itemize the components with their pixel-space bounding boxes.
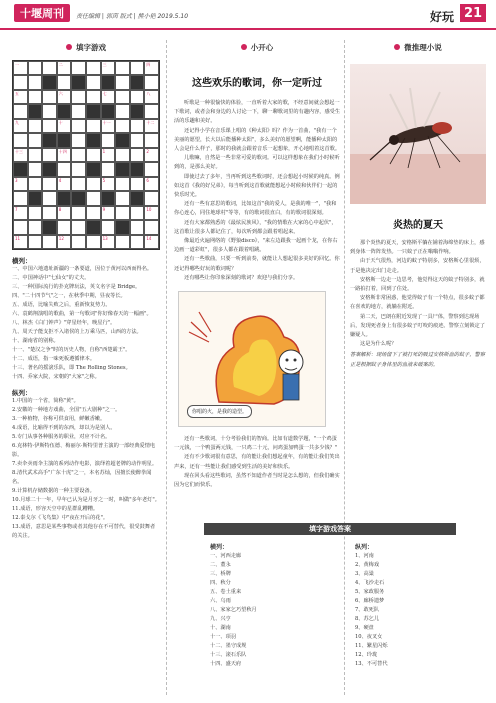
- down-clue: 11.成语，形容天空中的星群乱糟糟。: [12, 506, 99, 512]
- circle-dot-icon: [394, 44, 400, 50]
- answer-item: 二、董永: [210, 562, 231, 568]
- article-paragraph: 现在回头看这些歌词，虽然不知道作者当时是怎么想的，但我们确实因为它们而快乐。: [174, 472, 340, 489]
- grid-cell[interactable]: [28, 162, 43, 176]
- grid-block: [57, 104, 72, 118]
- grid-cell[interactable]: 10: [144, 206, 159, 220]
- grid-cell[interactable]: 一: [13, 61, 28, 75]
- story-heading: 微推理小说: [350, 40, 486, 54]
- grid-cell[interactable]: [28, 206, 43, 220]
- story-title: 炎热的夏天: [393, 220, 443, 231]
- grid-block: [71, 75, 86, 89]
- grid-block: [71, 191, 86, 205]
- humor-heading: 小开心: [174, 40, 340, 54]
- grid-cell[interactable]: [71, 206, 86, 220]
- answer-item: 5、家政服务: [355, 589, 385, 595]
- grid-block: [28, 104, 43, 118]
- grid-block: [57, 133, 72, 147]
- grid-cell[interactable]: 十三: [13, 148, 28, 162]
- answer-item: 10、夜叉女: [355, 634, 383, 640]
- grid-cell[interactable]: [42, 206, 57, 220]
- grid-cell[interactable]: 6: [144, 177, 159, 191]
- grid-cell[interactable]: [13, 75, 28, 89]
- grid-block: [130, 75, 145, 89]
- grid-cell[interactable]: 六: [57, 90, 72, 104]
- grid-cell[interactable]: [115, 177, 130, 191]
- grid-cell[interactable]: 7: [13, 206, 28, 220]
- story-column: [350, 40, 486, 370]
- grid-cell[interactable]: [71, 148, 86, 162]
- grid-cell[interactable]: [57, 220, 72, 234]
- crossword-grid[interactable]: [12, 60, 160, 250]
- down-clue: 6.克林特·伊斯特伍德、梅丽尔·斯特里普主演的一部经典爱情电影。: [12, 443, 156, 458]
- grid-cell[interactable]: [130, 206, 145, 220]
- answer-item: 1、河南: [355, 553, 374, 559]
- across-clue: 六、袁鹤翔演唱的歌曲，第一句歌词"你好像春天的一幅画"。: [12, 311, 152, 317]
- grid-cell[interactable]: [115, 119, 130, 133]
- circle-dot-icon: [66, 44, 72, 50]
- grid-block: [42, 220, 57, 234]
- article-paragraph: 听歌是一种很愉快的体验，一直听着大家的歌，不经意间就会想起一下歌词，或者会和身边的人讨论一下，聊一聊歌词里的有趣内容，感受生活的乐趣和美好。: [174, 100, 341, 125]
- grid-cell[interactable]: [130, 90, 145, 104]
- grid-cell[interactable]: [115, 148, 130, 162]
- grid-cell[interactable]: [28, 90, 43, 104]
- grid-cell[interactable]: [42, 90, 57, 104]
- down-title: 纵列：: [12, 389, 32, 397]
- answer-item: 一、河西走廊: [210, 553, 242, 559]
- story-answer: 答案解析：现场留下了被打死的吸过安格斯血的蚊子，警察正是根据蚊子身体里的血液来破案的。: [350, 352, 485, 368]
- grid-cell[interactable]: 4: [57, 177, 72, 191]
- grid-block: [115, 220, 130, 234]
- article-paragraph: 还有一些有意思的歌词，比如这首"我的爱人，是我的唯一"，"我和你心连心，同住地球村"等等，有的歌词很直白，有的歌词很深刻。: [174, 201, 337, 217]
- grid-block: [130, 191, 145, 205]
- masthead: 十堰周刊: [14, 4, 70, 22]
- down-clue: 3.一种植物，谷称可供食用，鲜嫩香嫩。: [12, 416, 106, 422]
- grid-block: [115, 133, 130, 147]
- answer-item: 8、苏乞儿: [355, 616, 380, 622]
- grid-cell[interactable]: [71, 177, 86, 191]
- answer-item: 十三、滚石乐队: [210, 652, 247, 658]
- answer-item: 六、乌雨: [210, 598, 231, 604]
- grid-cell[interactable]: 11: [13, 235, 28, 249]
- across-clue: 五、成语，比喻失败之后，重新恢复势力。: [12, 302, 111, 308]
- across-clue: 九、周天子能支拒不入诸侯的上万乘马匹，山西的方法。: [12, 329, 142, 335]
- answer-item: 十四、盛天府: [210, 661, 242, 667]
- story-paragraph: 安格斯非常困惑，他觉得蚊子有一个特点，很多蚊子都在喜欢的地方，就躺在附近。: [350, 295, 485, 311]
- answer-item: 7、敢死队: [355, 607, 380, 613]
- grid-cell[interactable]: 5: [101, 177, 116, 191]
- grid-cell[interactable]: [115, 235, 130, 249]
- across-title: 横列：: [12, 257, 32, 265]
- answer-item: 4、飞沙走石: [355, 580, 385, 586]
- across-clue: 二、中国神话中"七仙女"的丈夫。: [12, 275, 90, 281]
- grid-cell[interactable]: [115, 191, 130, 205]
- comic-caption: 你唱的火，是我的造型。: [187, 405, 252, 418]
- story-paragraph: 安格斯一边走一边思考，他觉得这天的蚊子特别多，就一路拍打着，回到了住处。: [350, 276, 485, 293]
- answer-item: 2、黄梅戏: [355, 562, 380, 568]
- down-clue: 9.计算机存储数据的一种主要设备。: [12, 488, 95, 494]
- mosquito-icon: [350, 64, 486, 204]
- article-paragraph: 还记得小学在音乐课上唱的《种太阳》吗？作为一首曲，"我有一个美丽的愿望，长大以后能播种太阳"，多么美好的愿望啊，能播种太阳的人会是什么样子，那时的我就会跟着音乐一起想象，开心地唱着这首歌。: [174, 127, 341, 153]
- comic-illustration: [178, 291, 326, 427]
- grid-cell[interactable]: [130, 220, 145, 234]
- across-clue: 三、一种国际流行的扑克牌玩法，英文名字是 Bridge。: [12, 284, 141, 290]
- down-clue: 5.专门从事各种服务的职业，对应不计名。: [12, 434, 111, 440]
- mosquito-photo: [350, 64, 486, 204]
- grid-cell[interactable]: [144, 162, 159, 176]
- grid-cell[interactable]: [101, 162, 116, 176]
- grid-cell[interactable]: 七: [101, 90, 116, 104]
- across-clue: 十三、著名的摇滚乐队，即 The Rolling Stones。: [12, 365, 131, 371]
- crossword-column: [12, 40, 160, 541]
- grid-cell[interactable]: [42, 61, 57, 75]
- grid-cell[interactable]: [130, 119, 145, 133]
- grid-block: [86, 104, 101, 118]
- grid-cell[interactable]: [144, 191, 159, 205]
- grid-cell[interactable]: [28, 235, 43, 249]
- grid-block: [130, 162, 145, 176]
- grid-block: [42, 133, 57, 147]
- answer-item: 八、家家乞巧望秋月: [210, 607, 257, 613]
- grid-cell[interactable]: 八: [144, 90, 159, 104]
- down-clue: 1.中国的一个省，简称"黄"。: [12, 398, 79, 404]
- grid-cell[interactable]: [57, 75, 72, 89]
- grid-cell[interactable]: [130, 235, 145, 249]
- grid-cell[interactable]: [71, 90, 86, 104]
- grid-cell[interactable]: [28, 75, 43, 89]
- grid-cell[interactable]: [115, 104, 130, 118]
- crossword-heading: 填字游戏: [12, 40, 160, 54]
- across-clue: 十二、成语，指一味死板遵循律本。: [12, 356, 96, 362]
- grid-cell[interactable]: [13, 191, 28, 205]
- grid-cell[interactable]: 9: [101, 206, 116, 220]
- grid-cell[interactable]: [130, 61, 145, 75]
- grid-cell[interactable]: 九: [13, 119, 28, 133]
- page-header: [0, 0, 496, 30]
- grid-cell[interactable]: [144, 133, 159, 147]
- grid-cell[interactable]: [71, 235, 86, 249]
- grid-cell[interactable]: 五: [13, 90, 28, 104]
- grid-cell[interactable]: [115, 75, 130, 89]
- grid-cell[interactable]: [144, 220, 159, 234]
- grid-cell[interactable]: [101, 220, 116, 234]
- answer-item: 13、不可替代: [355, 661, 388, 667]
- grid-cell[interactable]: 二: [57, 61, 72, 75]
- grid-block: [115, 162, 130, 176]
- grid-cell[interactable]: [86, 61, 101, 75]
- grid-cell[interactable]: [144, 104, 159, 118]
- answer-item: 五、卷土重来: [210, 589, 242, 595]
- grid-cell[interactable]: [28, 133, 43, 147]
- page-number: 21: [460, 4, 486, 22]
- across-clue: 十一、"楚汉之争"时的历史人物，自称"西楚霸王"。: [12, 347, 131, 353]
- story-body: [350, 239, 486, 349]
- grid-cell[interactable]: 2: [144, 148, 159, 162]
- grid-cell[interactable]: 十一: [101, 119, 116, 133]
- grid-cell[interactable]: [115, 206, 130, 220]
- grid-cell[interactable]: [71, 133, 86, 147]
- grid-cell[interactable]: [86, 206, 101, 220]
- grid-block: [130, 104, 145, 118]
- answer-item: 12、玲珑: [355, 652, 378, 658]
- grid-block: [86, 162, 101, 176]
- grid-cell[interactable]: 十二: [144, 119, 159, 133]
- grid-cell[interactable]: [71, 61, 86, 75]
- answer-item: 十一、项羽: [210, 634, 236, 640]
- grid-cell[interactable]: [115, 90, 130, 104]
- grid-cell[interactable]: 四: [144, 61, 159, 75]
- story-paragraph: 那个炎热的夏天，安格斯平躺在铺着海绵垫的床上，感到身体一阵阵发热。一只蚊子正在嗡嗡作响。: [350, 240, 485, 256]
- article-paragraph: 还有一些歌词，十分考验我们的智商。比如有道数学题，"一个鸡蛋一元钱，一个鸭蛋两元钱，一只鸡二十元，问鸡蛋加鸭蛋一共多少钱？": [174, 436, 338, 452]
- grid-cell[interactable]: 3: [13, 177, 28, 191]
- article-paragraph: 还有哪些让你印象深刻的歌词？欢迎与我们分享。: [184, 274, 299, 281]
- grid-block: [28, 191, 43, 205]
- article-body-continued: [174, 435, 340, 490]
- down-clue: 8.清代武术高手"广东十虎"之一，本名苏灿，因擅长使醉拳闻名。: [12, 470, 152, 485]
- story-paragraph: 由于天气很热，河边的蚊子特别多，安格斯心里很烦，于是他决定出门走走。: [350, 258, 485, 274]
- grid-cell[interactable]: [42, 104, 57, 118]
- across-clue: 十、湖南省的别称。: [12, 338, 59, 344]
- answer-item: 6、廊桥遗梦: [355, 598, 385, 604]
- article-paragraph: 还有不少歌词很有意思，有的能让我们想起童年，有的能让我们笑出声来，还有一些能让我们感受到生活的美好和快乐。: [174, 454, 340, 470]
- across-clue: 十四、乔家大院，宋朝的"大家"之称。: [12, 374, 100, 380]
- answer-item: 十二、墨守成规: [210, 643, 247, 649]
- grid-block: [42, 162, 57, 176]
- down-clues: [12, 397, 160, 541]
- grid-cell[interactable]: [130, 177, 145, 191]
- circle-dot-icon: [241, 44, 247, 50]
- grid-cell[interactable]: [71, 104, 86, 118]
- grid-block: [86, 133, 101, 147]
- article-paragraph: 还有一些歌曲，只要一听到前奏，就能让人想起很多美好的回忆。你还记得哪些好玩的歌词呢？: [174, 256, 340, 272]
- article-body: [174, 99, 340, 283]
- article-title: 这些欢乐的歌词，你一定听过: [192, 78, 322, 89]
- grid-cell[interactable]: [101, 133, 116, 147]
- section-title: 好玩: [429, 10, 454, 24]
- grid-cell[interactable]: 十: [57, 119, 72, 133]
- grid-cell[interactable]: 13: [101, 235, 116, 249]
- across-clue: 八、林杰《白门钟声》"穿星经年，晚星行"。: [12, 320, 116, 326]
- grid-block: [42, 75, 57, 89]
- answer-item: 九、兴亨: [210, 616, 231, 622]
- grid-block: [101, 75, 116, 89]
- grid-cell[interactable]: [28, 177, 43, 191]
- answer-item: 11、繁星闪烁: [355, 643, 388, 649]
- grid-cell[interactable]: [130, 133, 145, 147]
- grid-cell[interactable]: [71, 220, 86, 234]
- grid-cell[interactable]: [28, 119, 43, 133]
- grid-cell[interactable]: [86, 177, 101, 191]
- grid-cell[interactable]: 1: [101, 148, 116, 162]
- grid-cell[interactable]: [28, 61, 43, 75]
- grid-cell[interactable]: 12: [57, 235, 72, 249]
- article-paragraph: 像最近火遍网络的《野狼disco》，"来左边跟我一起画个龙，在你右边画一道彩虹"，很多人都在跟着唱跳。: [174, 238, 338, 254]
- story-paragraph: 第二天，巴朗在附近发现了一具尸体，警察到达现场后，发现死者身上有很多蚊子叮咬的痕迹。警察立刻锁定了嫌疑人。: [350, 313, 485, 339]
- grid-cell[interactable]: [144, 75, 159, 89]
- grid-cell[interactable]: [57, 162, 72, 176]
- grid-cell[interactable]: 三: [101, 61, 116, 75]
- down-clue: 7.卖伞卖雨伞主演的系列动作电影，演绎着超老牌的动作明星。: [12, 461, 158, 467]
- grid-cell[interactable]: [86, 75, 101, 89]
- answers-banner: 填字游戏答案: [174, 523, 486, 535]
- editor-meta: 责任编辑 | 郭茵 版式 | 熊小艳 2019.5.10: [76, 13, 189, 20]
- humor-column: [174, 40, 340, 490]
- grid-cell[interactable]: [42, 177, 57, 191]
- article-paragraph: 即使过去了多年，当再听到这些歌词时，还会想起小时候的纯真。例如这首《我的好兄弟》，每当听到这首歌就能想起小时候和伙伴们一起的快乐时光。: [174, 173, 340, 199]
- down-clue: 12.泰戈尔《飞鸟集》中"夜在开后的花"。: [12, 515, 109, 521]
- answer-item: 3、高粱: [355, 571, 374, 577]
- grid-cell[interactable]: [42, 191, 57, 205]
- grid-block: [101, 104, 116, 118]
- article-paragraph: 还有大家都熟悉的《最炫民族风》，"我的情歌在大家的心中起伏"，这首歌让很多人都记住了，每次听到都会跟着唱起来。: [174, 219, 337, 235]
- grid-cell[interactable]: 十四: [57, 148, 72, 162]
- grid-cell[interactable]: [130, 148, 145, 162]
- column-divider: [166, 40, 167, 695]
- answers-down: 纵列： 1、河南 2、黄梅戏 3、高粱 4、飞沙走石 5、家政服务 6、廊桥遗梦 7、敢死队 8、苏乞儿 9、硬盘 10、夜叉女 11、繁星闪烁 12、玲珑 13、不可替代: [355, 543, 475, 669]
- grid-cell[interactable]: 8: [57, 206, 72, 220]
- grid-cell[interactable]: [86, 191, 101, 205]
- grid-block: [101, 191, 116, 205]
- grid-cell[interactable]: [86, 235, 101, 249]
- down-clue: 2.安徽的一种地方戏曲，全国"五大剧种"之一。: [12, 407, 121, 413]
- grid-cell[interactable]: [13, 104, 28, 118]
- grid-cell[interactable]: [13, 133, 28, 147]
- grid-cell[interactable]: [71, 162, 86, 176]
- grid-cell[interactable]: [42, 148, 57, 162]
- answer-item: 三、桥牌: [210, 571, 231, 577]
- grid-cell[interactable]: 14: [144, 235, 159, 249]
- story-paragraph: 这是为什么呢？: [360, 341, 397, 348]
- grid-cell[interactable]: [42, 119, 57, 133]
- grid-cell[interactable]: [115, 61, 130, 75]
- across-clues: [12, 265, 160, 382]
- grid-cell[interactable]: [28, 148, 43, 162]
- answer-item: 十、湖南: [210, 625, 231, 631]
- grid-cell[interactable]: [86, 148, 101, 162]
- down-clue: 10.月球二十一年，早年已认为是月牙之一时，叫做"多年老灯"。: [12, 497, 160, 503]
- article-paragraph: 儿歌嘛，自然是一些非常可爱的歌词。可以这样想象在我们小时候听到的，是那么美好。: [174, 155, 340, 171]
- answers-across: 横列： 一、河西走廊 二、董永 三、桥牌 四、秋分 五、卷土重来 六、乌雨 八、家家乞巧望秋月 九、兴亨 十、湖南 十一、项羽 十二、墨守成规 十三、滚石乐队 十四、盛天府: [210, 543, 330, 669]
- across-clue: 一、中国六地遗址新疆的一条要道，因位于黄河以西而得名。: [12, 266, 153, 272]
- grid-cell[interactable]: [86, 90, 101, 104]
- grid-block: [86, 220, 101, 234]
- down-clue: 13.成语，意思是某些事物或者其他存在不可替代，很受鼓舞者的关注。: [12, 524, 156, 539]
- grid-block: [13, 162, 28, 176]
- grid-cell[interactable]: [13, 220, 28, 234]
- across-clue: 四、"二十四节气"之一，在秋季中期，昼夜等长。: [12, 293, 126, 299]
- grid-cell[interactable]: [42, 235, 57, 249]
- answer-item: 四、秋分: [210, 580, 231, 586]
- grid-block: [57, 191, 72, 205]
- column-divider: [344, 40, 345, 695]
- grid-cell[interactable]: [28, 220, 43, 234]
- grid-cell[interactable]: [71, 119, 86, 133]
- answer-item: 9、硬盘: [355, 625, 374, 631]
- down-clue: 4.成语，比喻得不到的东西，却以为是别人。: [12, 425, 116, 431]
- grid-cell[interactable]: [86, 119, 101, 133]
